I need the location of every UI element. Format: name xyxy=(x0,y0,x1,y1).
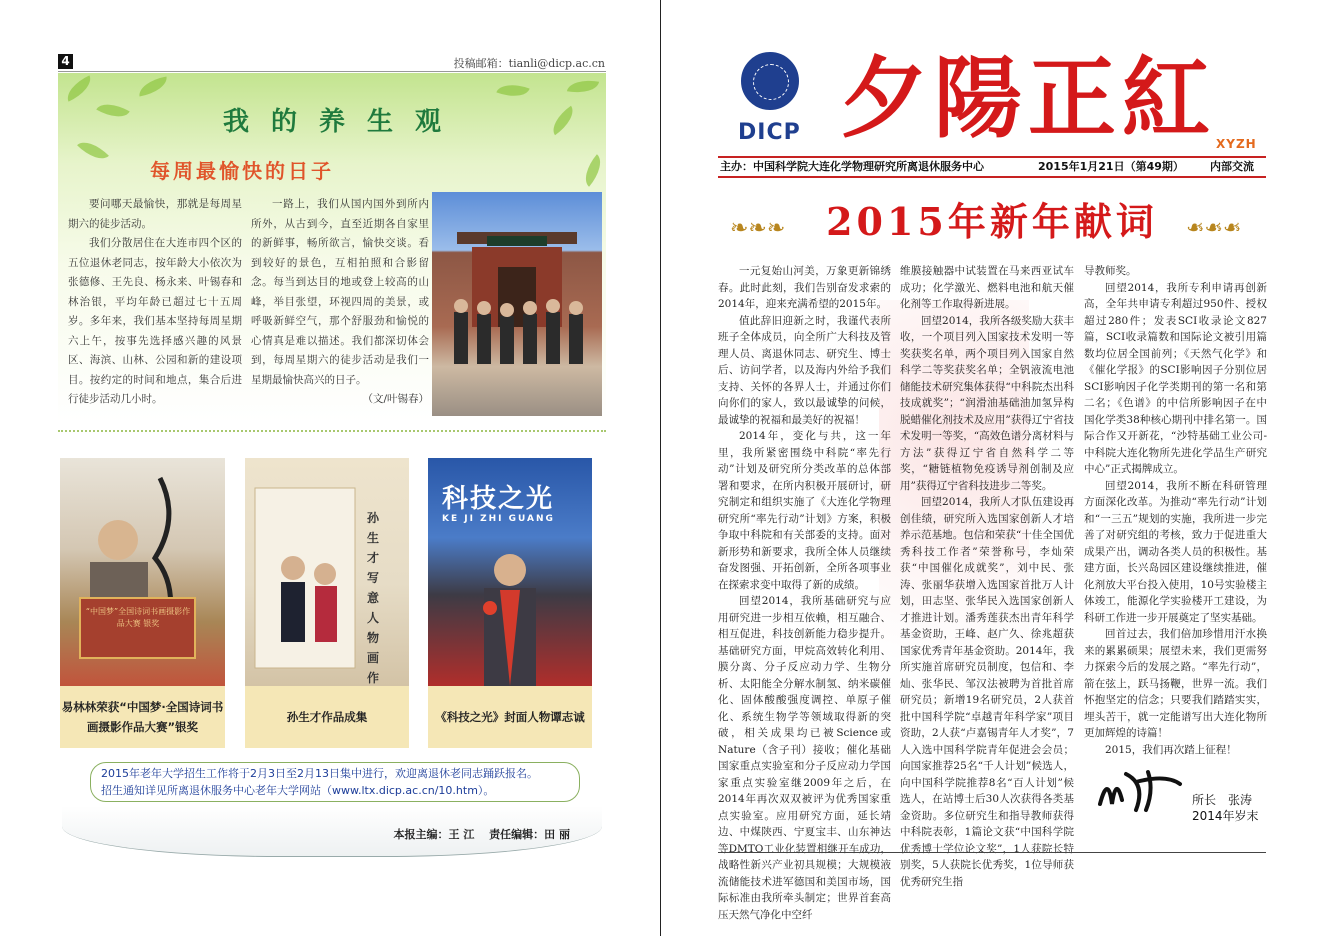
page-number: 4 xyxy=(58,54,73,69)
photo-calligraphy-award xyxy=(60,458,225,686)
editorial-paragraph: 回望2014，我所专利申请再创新高，全年共申请专利超过950件、授权超过280件；发表SCI收录论文827篇，SCI收录篇数和国际论文被引用篇数均位居全国前列；《天然气化学》和《催化学报》的SCI影响因子分别位居SCI影响因子化学类期刊的第一名和第二名；《色谱》的中信所影响因子在中国化学类38种核心期刊中排名第一。国际合作又开新花，“沙特基础工业公司-中科院大连化物所先进化学品生产研究中心”正式揭牌成立。 xyxy=(1084,281,1267,475)
magazine-title: 科技之光 xyxy=(442,484,555,514)
ornament-left-icon: ❧❧❧ xyxy=(730,216,786,241)
editorial-paragraph: 导教师奖。 xyxy=(1084,265,1137,277)
notice-line-link[interactable]: 招生通知详见所离退休服务中心老年大学网站（www.ltx.dicp.ac.cn/10.htm）。 xyxy=(101,784,495,797)
editorial-column-3 xyxy=(1084,263,1267,758)
enrollment-notice xyxy=(90,762,580,802)
editorial-paragraph: 值此辞旧迎新之时，我谨代表所班子全体成员，向全所广大科技及管理人员、离退休同志、研究生、博士后、访问学者，以及海内外给予我们支持、关怀的各界人士，并通过你们向你们的家人，致以最诚挚的问候，最诚挚的祝福和最美好的祝福！ xyxy=(718,314,891,426)
notice-line: 2015年老年大学招生工作将于2月3日至2月13日集中进行，欢迎离退休老同志踊跃报名。 xyxy=(101,767,538,780)
editorial-paragraph: 回望2014，我所不断在科研管理方面深化改革。为推动“率先行动”计划和“一三五”规划的实施，我所进一步完善了对研究组的考核，致力于促进重大成果产出，调动各类人员的积极性。基建方面，长兴岛园区建设继续推进，催化剂放大平台投入使用，10号实验楼主体竣工，能源化学实验楼开工建设，为科研工作进一步开展奠定了坚实基础。 xyxy=(1084,479,1267,624)
issue-date: 2015年1月21日（第49期） xyxy=(1038,160,1184,173)
photo-magazine-cover xyxy=(428,458,592,686)
leaf-decoration xyxy=(578,154,606,187)
editorial-paragraph: 维膜接触器中试装置在马来西亚试车成功；化学激光、燃料电池和航天催化剂等工作取得新进展。 xyxy=(900,265,1074,310)
dicp-logo-text: DICP xyxy=(738,120,801,145)
sponsor-text: 主办：中国科学院大连化学物理研究所离退休服务中心 xyxy=(720,160,984,173)
editorial-paragraph: 一元复始山河美，万象更新锦绣春。此时此刻，我们告别奋发求索的2014年，迎来充满希望的2015年。 xyxy=(718,265,891,310)
right-page xyxy=(662,0,1323,936)
signature-block xyxy=(1192,792,1259,824)
dotted-divider xyxy=(58,430,606,432)
magazine-cover-illustration xyxy=(428,458,592,686)
book-cover-title: 孙生才写意人物画作 xyxy=(367,511,380,685)
circulation-note: 内部交流 xyxy=(1210,160,1254,173)
editorial-paragraph: 回望2014，我所各级奖励大获丰收，一个项目列入国家技术发明一等奖获奖名单，两个项目列入国家自然科学二等奖获奖名单；全钒液流电池储能技术研究集体获得“中科院杰出科技成就奖”；“润滑油基础油加氢异构脱蜡催化剂技术及应用”获得辽宁省技术发明一等奖，“高效色谱分离材料与方法”获得辽宁省自然科学二等奖，“糖链植物免疫诱导剂创制及应用”获得辽宁省科技进步二等奖。 xyxy=(900,314,1074,492)
editor-credits: 本报主编：王 江 责任编辑：田 丽 xyxy=(393,828,570,841)
editorial-paragraph: 2015，我们再次踏上征程！ xyxy=(1105,743,1237,756)
submission-email[interactable]: 投稿邮箱：tianli@dicp.ac.cn xyxy=(453,57,605,70)
leaf-decoration xyxy=(567,77,599,97)
magazine-subtitle: KE JI ZHI GUANG xyxy=(442,514,555,524)
article-author: （文/叶锡春） xyxy=(362,393,429,405)
photo-caption: 《科技之光》封面人物谭志诚 xyxy=(428,686,592,748)
editorial-column-2 xyxy=(900,263,1074,890)
masthead-latin: XYZH xyxy=(1216,137,1257,151)
signature-strokes xyxy=(1096,764,1186,814)
ornament-right-icon: ❧❧❧ xyxy=(1186,216,1242,241)
editorial-paragraph: 回望2014，我所人才队伍建设再创佳绩，研究所入选国家创新人才培养示范基地。包信和荣获“十佳全国优秀科技工作者”荣誉称号，李灿荣获“中国催化成就奖”，刘中民、张涛、张丽华获增入选国家首批万人计划，田志坚、张华民入选国家创新人才推进计划。潘秀莲获杰出青年科学基金资助，王峰、赵广久、徐兆超获国家优秀青年基金资助。2014年，我所实施首席研究员制度，包信和、李灿、张华民、邹汉法被聘为首批首席研究员；新增19名研究员，2人获首批中国科学院“卓越青年科学家”项目资助，2人获“卢嘉锡青年人才奖”，7人入选中国科学院青年促进会会员；向国家推荐25名“千人计划”候选人，向中国科学院推荐8名“百人计划”候选人，在站博士后30人次获得各类基金资助。多位研究生和指导教师获得中科院表彰，1篇论文获“中国科学院优秀博士学位论文奖”，1人获院长特别奖，5人获院长优秀奖，1位导师获优秀研究生指 xyxy=(900,496,1074,888)
article-paragraph: 要问哪天最愉快，那就是每周星期六的徒步活动。 xyxy=(68,198,242,230)
group-photo-illustration xyxy=(432,192,602,416)
issue-info-bar xyxy=(718,156,1266,178)
article-title: 每周最愉快的日子 xyxy=(150,159,334,183)
leaf-decoration xyxy=(496,78,529,102)
group-photo-temple-gate xyxy=(432,192,602,416)
left-page xyxy=(0,0,661,936)
photo-book-cover xyxy=(245,458,409,686)
leaf-decoration xyxy=(62,75,96,101)
signature-title: 所长 张涛 xyxy=(1192,793,1253,807)
handwritten-signature-icon xyxy=(1096,764,1186,823)
editorial-paragraph: 回首过去，我们倍加珍惜用汗水换来的累累硕果；展望未来，我们更需努力探索今后的发展之路。“率先行动”，箭在弦上，跃马扬鞭，世界一流。我们怀抱坚定的信念；只要我们踏踏实实，埋头苦干，就一定能谱写出大连化物所更加辉煌的诗篇！ xyxy=(1084,628,1267,739)
leaf-decoration xyxy=(77,135,109,167)
photo-caption: 孙生才作品成集 xyxy=(245,686,409,748)
article-column-1 xyxy=(68,195,242,410)
award-photo-illustration xyxy=(60,458,225,686)
cas-logo-icon xyxy=(741,52,799,110)
header-rule xyxy=(58,71,606,72)
newspaper-masthead: 夕陽正紅 xyxy=(840,46,1217,150)
footer-rule xyxy=(718,852,1266,853)
award-plaque-text: “中国梦”全国诗词书画摄影作品大赛 银奖 xyxy=(85,607,191,628)
photo-caption: 易林林荣获“中国梦·全国诗词书画摄影作品大赛”银奖 xyxy=(60,686,225,748)
leaf-decoration xyxy=(137,77,169,97)
editorial-paragraph: 2014年，变化与共，这一年里，我所紧密围绕中科院“率先行动”计划及研究所分类改革的总体部署和要求，在所内积极开展研讨，研究制定和组织实施了《大连化学物理研究所“率先行动”计划》方案，积极争取中科院和有关部委的支持。面对新形势和新要求，我所全体人员继续奋发图强、开拓创新，全所各项事业在探索求变中取得了新的成绩。 xyxy=(718,430,891,591)
editorial-paragraph: 回望2014，我所基础研究与应用研究进一步相互依赖，相互融合、相互促进，科技创新能力稳步提升。基础研究方面，甲烷高效转化利用、膜分离、分子反应动力学、生物分析、太阳能全分解水制氢、纳米碳催化、固体酸酸强度调控、单原子催化、系统生物学等领域取得新的突破，相关成果均已被Science或Nature（含子刊）接收；催化基础国家重点实验室和分子反应动力学国家重点实验室继2009年之后，在2014年再次双双被评为优秀国家重点实验室。应用研究方面，延长靖边、中煤陕西、宁夏宝丰、山东神达等DMTO工业化装置相继开车成功，战略性新兴产业初具规模；大规模液流储能技术进军德国和美国市场，国际标准由我所牵头制定；世界首套高压天然气净化中空纤 xyxy=(718,595,891,921)
headline: 2015年新年献词 xyxy=(826,199,1158,244)
article-paragraph: 一路上，我们从国内国外到所内所外，从古到今，直至近期各自家里的新鲜事，畅所欲言，愉快交谈。看到较好的景色，互相拍照和合影留念。每当到达目的地或登上较高的山峰，举目张望，环视四周的美景，或呼吸新鲜空气，那个舒服劲和愉悦的心情真是难以描述。我们都深切体会到，每周星期六的徒步活动是我们一星期最愉快高兴的日子。 xyxy=(251,198,429,386)
section-title: 我的养生观 xyxy=(222,107,463,137)
article-column-2 xyxy=(251,195,429,410)
editorial-column-1 xyxy=(718,263,891,923)
signature-date: 2014年岁末 xyxy=(1192,809,1259,823)
article-paragraph: 我们分散居住在大连市四个区的五位退休老同志，按年龄大小依次为张德修、王先良、杨永来、叶锡春和林治银，平均年龄已超过七十五周岁。多年来，我们基本坚持每周星期六上午，按事先选择感兴趣的风景区、海滨、山林、公园和新的建设项目。按约定的时间和地点，集合后进行徒步活动几小时。 xyxy=(68,237,242,405)
